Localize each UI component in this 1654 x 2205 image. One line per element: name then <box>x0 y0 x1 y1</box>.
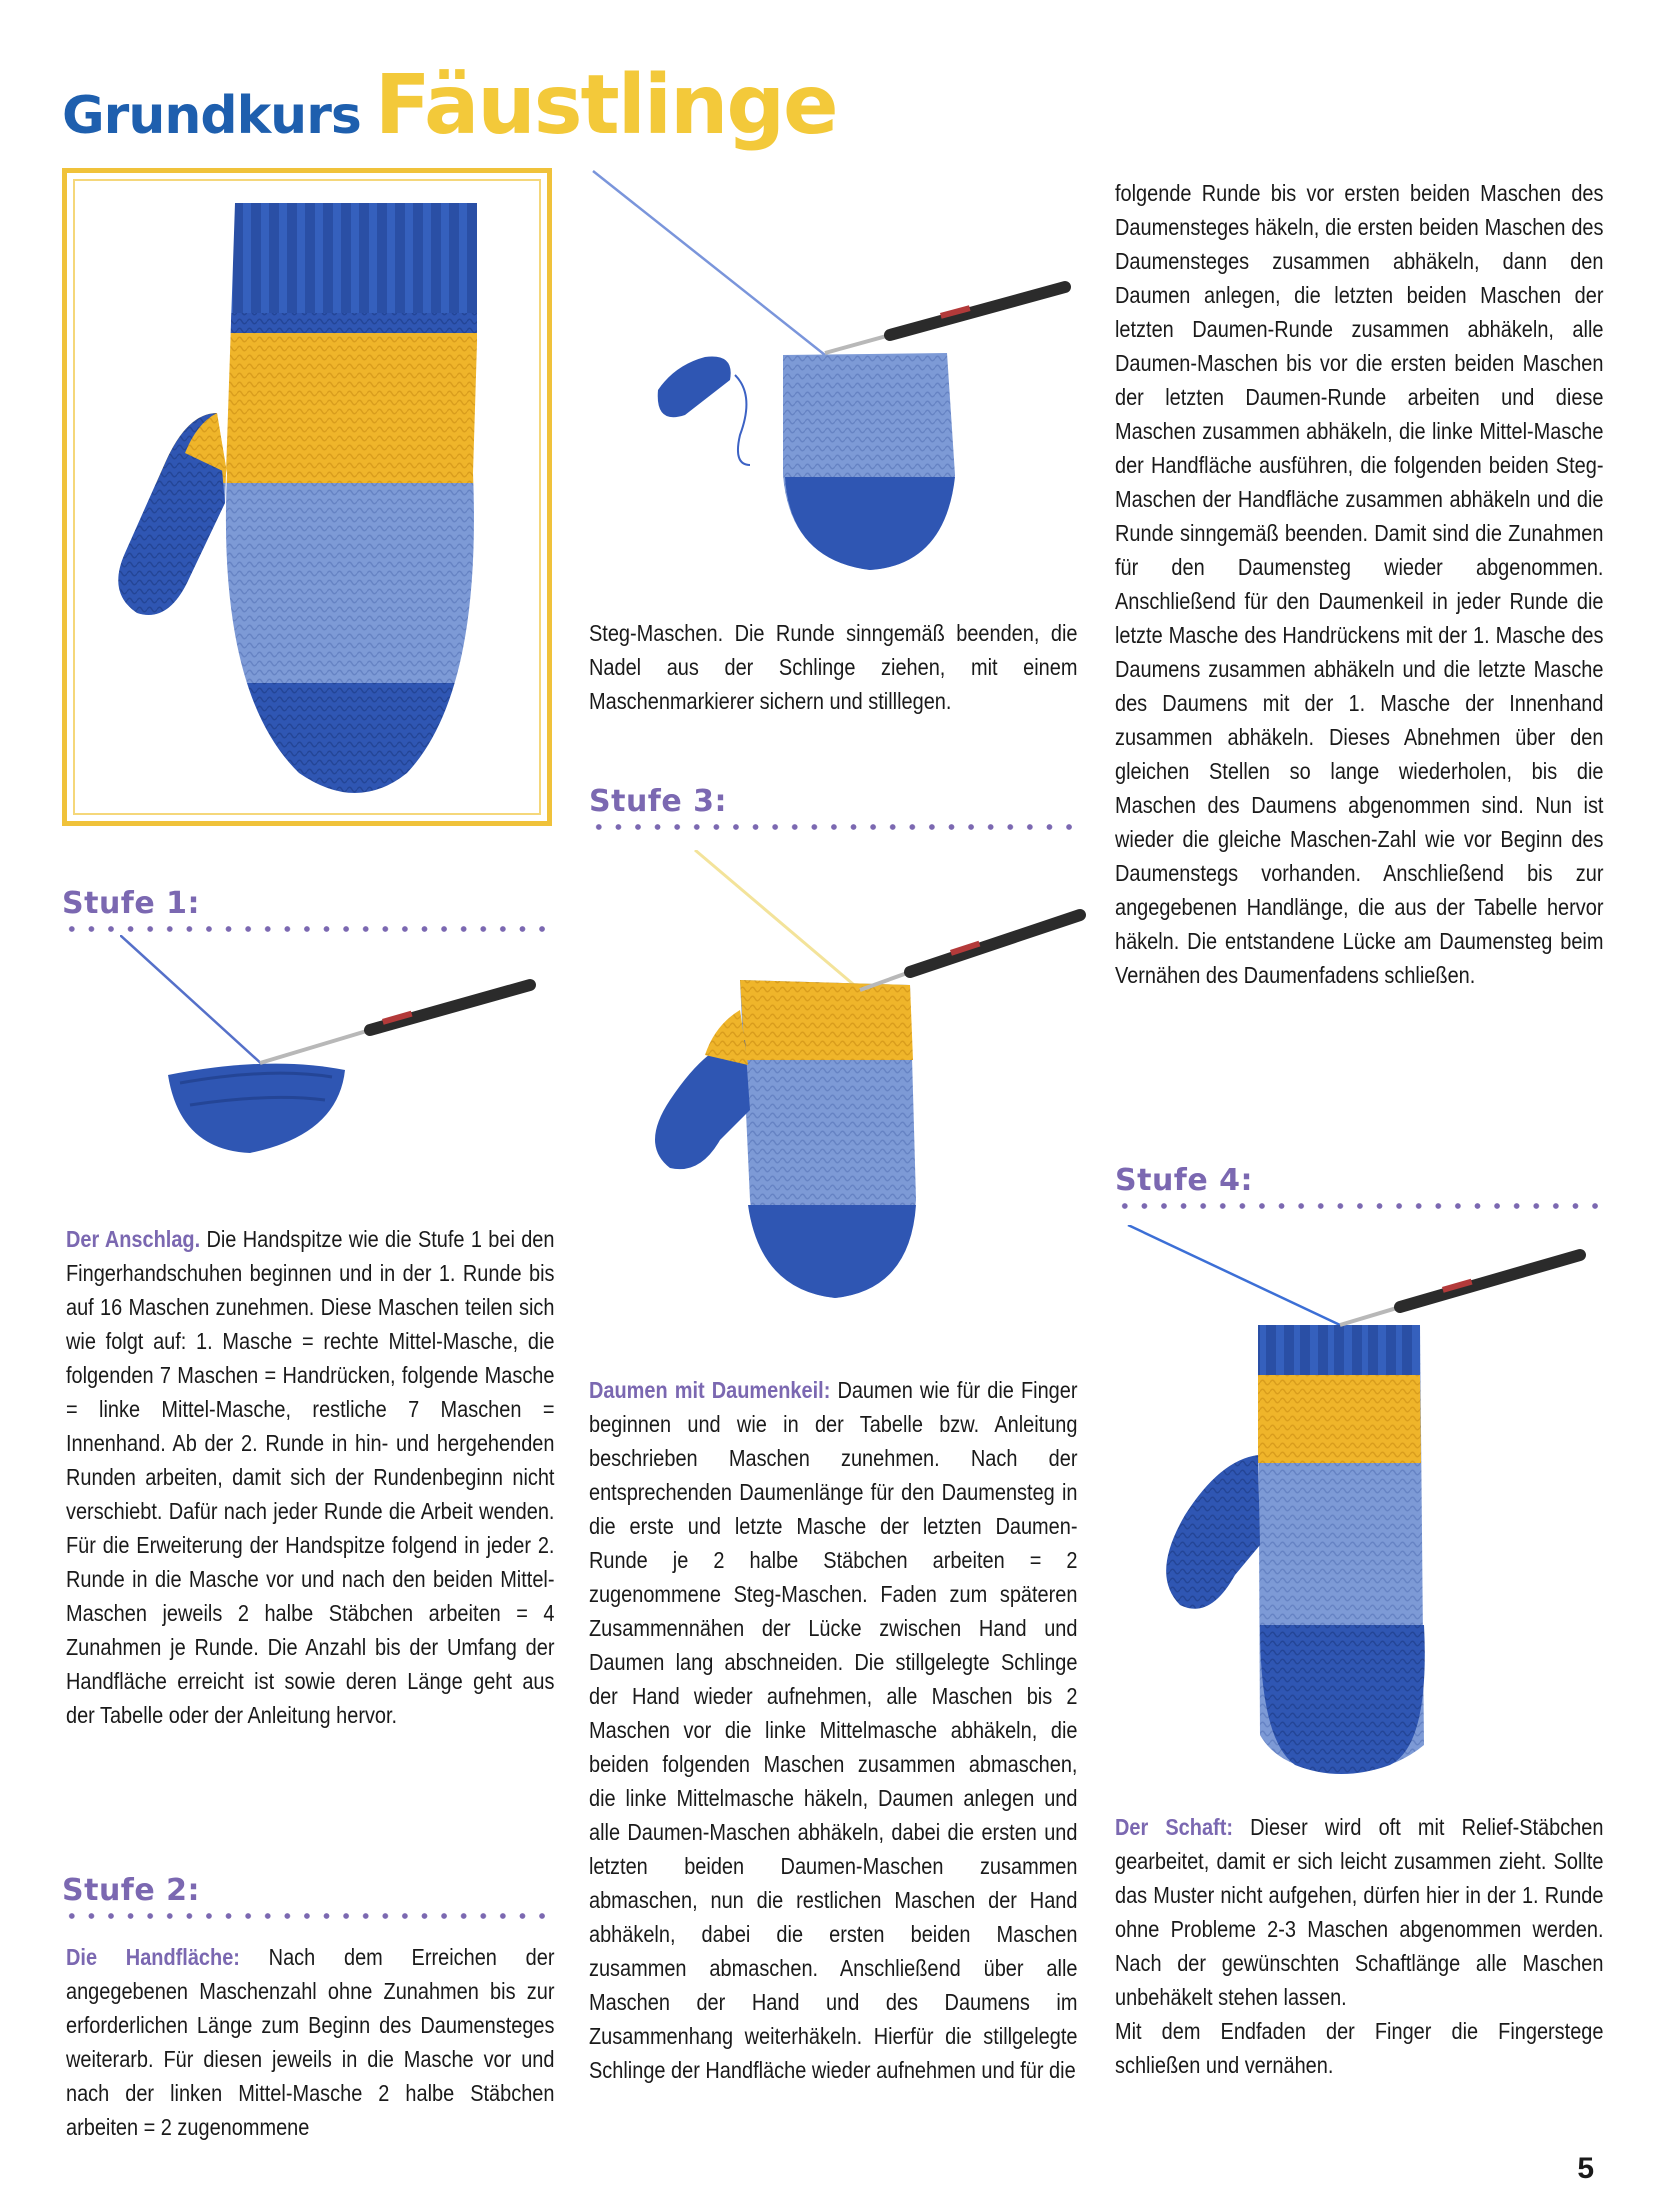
dotted-divider <box>62 925 552 933</box>
stufe-1-label: Stufe 1: <box>62 886 201 921</box>
stufe-3-heading <box>589 784 1079 831</box>
daumen-paragraph <box>589 1373 1077 2087</box>
finished-mitten-illustration <box>67 173 547 821</box>
anschlag-paragraph <box>66 1222 554 1732</box>
stufe-2-photo <box>585 165 1085 595</box>
handflaeche-text: Nach dem Erreichen der angegebenen Maschenzahl ohne Zunahmen bis zur erforderlichen Länge zum Beginn des Daumensteges weiterarb. Für diesen jeweils in die Masche vor und nach der linken Mittel-Masche 2 halbe Stäbchen arbeiten = 2 zugenommene <box>66 1944 555 2140</box>
schaft-paragraph <box>1115 1810 1603 2082</box>
title-grundkurs: Grundkurs <box>62 86 361 146</box>
handflaeche-lead: Die Handfläche: <box>66 1944 240 1970</box>
schaft-text-2: Mit dem Endfaden der Finger die Fingerstege schließen und vernähen. <box>1115 2018 1604 2078</box>
stufe-4-photo <box>1110 1225 1630 1785</box>
dotted-divider <box>62 1912 552 1920</box>
stufe-1-photo <box>120 935 560 1175</box>
anschlag-text: Die Handspitze wie die Stufe 1 bei den Fingerhandschuhen beginnen und in der 1. Runde bis auf 16 Maschen zunehmen. Diese Maschen teilen sich wie folgt auf: 1. Masche = rechte Mittel-Masche, die folgenden 7 Maschen = Handrücken, folgende Masche = linke Mittel-Masche, restliche 7 Maschen = Innenhand. Ab der 2. Runde in hin- und hergehenden Runden arbeiten, damit sich der Rundenbeginn nicht verschiebt. Dafür nach jeder Runde die Arbeit wenden. Für die Erweiterung der Handspitze folgend in jeder 2. Runde in die Masche vor und nach den beiden Mittel-Maschen jeweils 2 halbe Stäbchen arbeiten = 4 Zunahmen je Runde. Die Anzahl bis der Umfang der Handfläche erreicht ist sowie deren Länge geht aus der Tabelle oder der Anleitung hervor. <box>66 1226 555 1728</box>
stufe-4-heading <box>1115 1163 1605 1210</box>
stufe-4-label: Stufe 4: <box>1115 1163 1254 1198</box>
daumen-und-handflaeche-illustration <box>585 165 1085 595</box>
schaft-illustration <box>1110 1225 1630 1785</box>
title-faeustlinge: Fäustlinge <box>374 58 837 153</box>
finished-mitten-photo <box>62 168 552 826</box>
daumensteg-continued-text: folgende Runde bis vor ersten beiden Maschen des Daumensteges häkeln, die ersten beiden Maschen des Daumensteges zusammen abhäkeln, dann den Daumen anlegen, die letzten beiden Maschen der letzten Daumen-Runde zusammen abhäkeln, alle Daumen-Maschen bis vor die ersten beiden Maschen der letzten Daumen-Runde arbeiten und diese Maschen zusammen abhäkeln, die linke Mittel-Masche der Handfläche ausführen, die folgenden beiden Steg-Maschen der Handfläche zusammen abhäkeln und die Runde sinngemäß beenden. Damit sind die Zunahmen für den Daumensteg wieder abgenommen. Anschließend für den Daumenkeil in jeder Runde die letzte Masche des Handrückens mit der 1. Masche des Daumens zusammen abhäkeln und die letzte Masche des Daumens mit der 1. Masche der Innenhand zusammen abhäkeln. Dieses Abnehmen über den gleichen Stellen so lange wiederholen, bis die Maschen des Daumens abgenommen sind. Nun ist wieder die gleiche Maschen-Zahl wie vor Beginn des Daumenstegs vorhanden. Anschließend bis zur angegebenen Handlänge, die aus der Tabelle hervor häkeln. Die entstandene Lücke am Daumensteg beim Vernähen des Daumenfadens schließen. <box>1115 180 1604 988</box>
stufe-2-label: Stufe 2: <box>62 1873 201 1908</box>
steg-paragraph <box>589 616 1077 718</box>
steg-text: Steg-Maschen. Die Runde sinngemäß beenden, die Nadel aus der Schlinge ziehen, mit einem Maschenmarkierer sichern und stilllegen. <box>589 620 1078 714</box>
anschlag-lead: Der Anschlag. <box>66 1226 201 1252</box>
dotted-divider <box>1115 1202 1605 1210</box>
schaft-text: Dieser wird oft mit Relief-Stäbchen gearbeitet, damit er sich leicht zusammen zieht. Sollte das Muster nicht aufgehen, dürfen hier in der 1. Runde ohne Probleme 2-3 Maschen abgenommen werden. Nach der gewünschten Schaftlänge alle Maschen unbehäkelt stehen lassen. <box>1115 1814 1604 2010</box>
page-number: 5 <box>1577 2152 1594 2185</box>
stufe-3-photo <box>610 850 1090 1320</box>
handflaeche-paragraph <box>66 1940 554 2144</box>
daumensteg-continued-paragraph <box>1115 176 1603 992</box>
daumen-lead: Daumen mit Daumenkeil: <box>589 1377 831 1403</box>
stufe-1-heading <box>62 886 552 933</box>
daumenkeil-illustration <box>610 850 1090 1320</box>
schaft-lead: Der Schaft: <box>1115 1814 1233 1840</box>
dotted-divider <box>589 823 1079 831</box>
page-title <box>62 58 837 158</box>
stufe-2-heading <box>62 1873 552 1920</box>
daumen-text: Daumen wie für die Finger beginnen und wie in der Tabelle bzw. Anleitung beschrieben Maschen zunehmen. Nach der entsprechenden Daumenlänge für den Daumensteg in die erste und letzte Masche der letzten Daumen-Runde je 2 halbe Stäbchen arbeiten = 2 zugenommene Steg-Maschen. Faden zum späteren Zusammennähen der Lücke zwischen Hand und Daumen lang abschneiden. Die stillgelegte Schlinge der Hand wieder aufnehmen, alle Maschen bis 2 Maschen vor die linke Mittelmasche abhäkeln, die beiden folgenden Maschen zusammen abmaschen, die linke Mittelmasche häkeln, Daumen anlegen und alle Daumen-Maschen abhäkeln, dabei die ersten und letzten beiden Daumen-Maschen zusammen abmaschen, nun die restlichen Maschen der Hand abhäkeln, dabei die ersten beiden Maschen zusammen abmaschen. Anschließend über alle Maschen der Hand und des Daumens im Zusammenhang weiterhäkeln. Hierfür die stillgelegte Schlinge der Handfläche wieder aufnehmen und für die <box>589 1377 1078 2083</box>
stufe-3-label: Stufe 3: <box>589 784 728 819</box>
handspitze-illustration <box>120 935 560 1175</box>
